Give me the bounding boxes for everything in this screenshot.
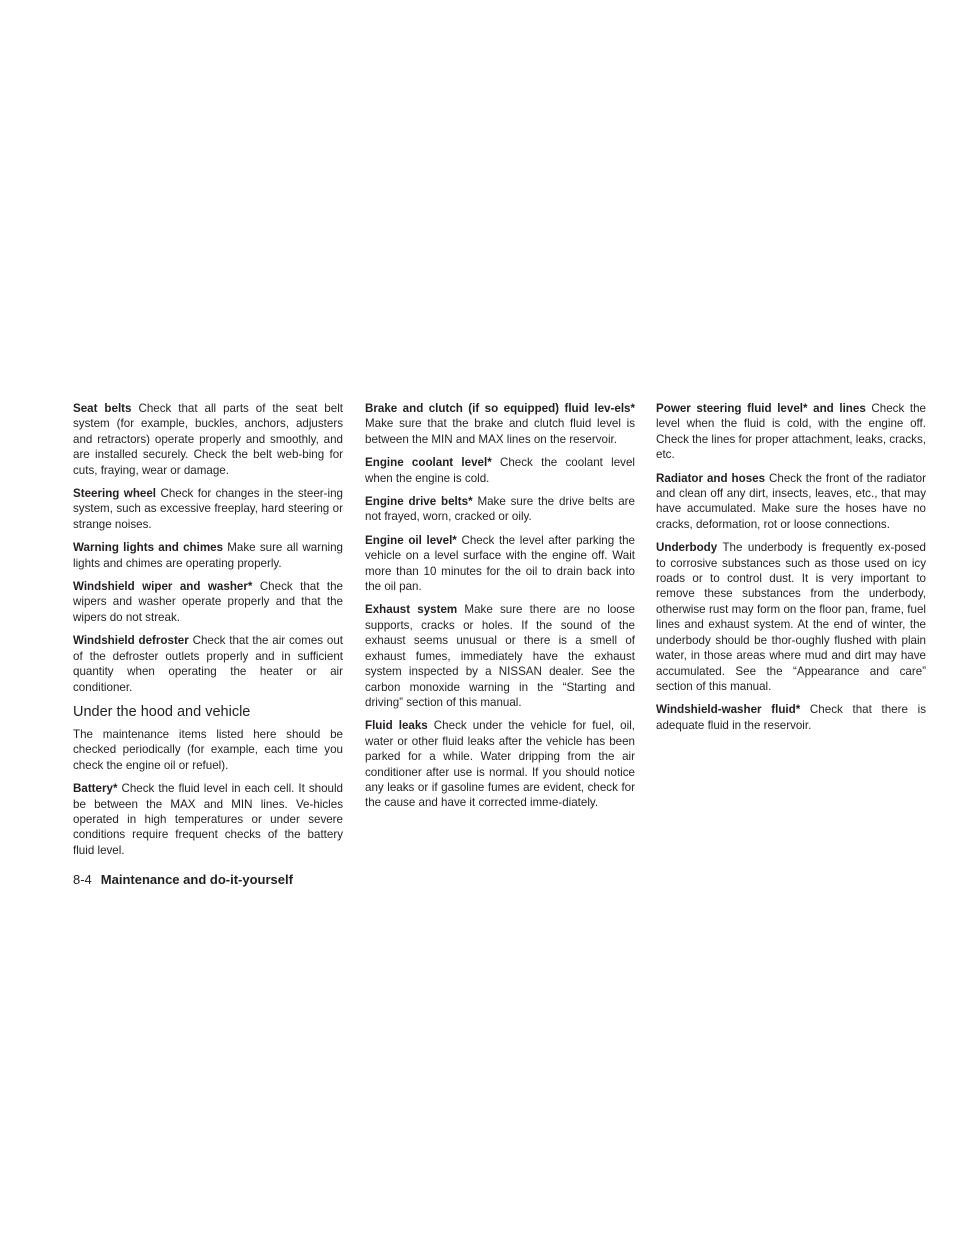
item-term: Brake and clutch (if so equipped) fluid lev-els* — [365, 402, 635, 415]
item-term: Warning lights and chimes — [73, 541, 224, 555]
item-term: Radiator and hoses — [656, 471, 766, 485]
item-seat-belts — [73, 401, 343, 478]
item-term: Steering wheel — [73, 487, 157, 501]
item-term: Fluid leaks — [365, 719, 428, 733]
item-windshield-washer-fluid — [656, 702, 926, 733]
section-intro: The maintenance items listed here should be checked periodically (for example, each time you check the engine oil or refuel). — [73, 727, 343, 772]
item-text: Check the fluid level in each cell. It should be between the MAX and MIN lines. Ve-hicles operated in high temperatures or under severe conditions require frequent checks of the battery fluid level. — [73, 782, 343, 857]
item-term: Windshield-washer fluid* — [656, 703, 801, 717]
item-term: Windshield wiper and washer* — [73, 580, 253, 594]
item-steering-wheel — [73, 486, 343, 532]
item-text: Check that the air comes out of the defroster outlets properly and in sufficient quantity when operating the heater or air conditioner. — [73, 634, 343, 694]
right-column — [656, 401, 926, 741]
item-text: Make sure the drive belts are not frayed, worn, cracked or oily. — [365, 495, 635, 524]
middle-column — [365, 401, 635, 819]
page-number: 8-4 — [73, 872, 92, 887]
page-footer — [73, 872, 293, 888]
item-text: Check under the vehicle for fuel, oil, water or other fluid leaks after the vehicle has been parked for a while. Water dripping from the air conditioner after use is normal. If you should notice any leaks or if gasoline fumes are evident, check for the cause and have it corrected imme-diately. — [365, 719, 636, 810]
item-text: Check the level when the fluid is cold, with the engine off. Check the lines for proper attachment, leaks, cracks, etc. — [656, 402, 927, 462]
item-battery — [73, 781, 343, 858]
item-underbody — [656, 540, 926, 694]
item-text: Check the front of the radiator and clean off any dirt, insects, leaves, etc., that may have accumulated. Make sure the hoses have no cracks, deformation, rot or loose connections. — [656, 471, 926, 531]
chapter-title: Maintenance and do-it-yourself — [100, 872, 293, 887]
item-term: Underbody — [656, 541, 718, 555]
item-warning-lights — [73, 540, 343, 571]
item-term: Exhaust system — [365, 603, 458, 617]
item-power-steering-fluid — [656, 401, 926, 463]
item-text: Check the level after parking the vehicle on a level surface with the engine off. Wait more than 10 minutes for the oil to drain back into the oil pan. — [365, 533, 635, 594]
item-text: Check that all parts of the seat belt system (for example, buckles, anchors, adjusters and retractors) operate properly and smoothly, and are installed securely. Check the belt web-bing for cuts, fraying, wear or damage. — [73, 402, 343, 477]
item-term: Engine oil level* — [365, 533, 457, 547]
item-fluid-leaks — [365, 718, 635, 810]
section-heading: Under the hood and vehicle — [73, 703, 251, 720]
item-engine-drive-belts — [365, 494, 635, 525]
item-text: Make sure that the brake and clutch fluid level is between the MIN and MAX lines on the reservoir. — [365, 417, 635, 446]
item-text: Check for changes in the steer-ing system, such as excessive freeplay, hard steering or strange noises. — [73, 487, 343, 531]
item-term: Seat belts — [73, 402, 132, 415]
item-engine-oil-level — [365, 533, 635, 595]
item-windshield-wiper — [73, 579, 343, 625]
item-term: Engine drive belts* — [365, 495, 473, 509]
item-radiator-hoses — [656, 471, 926, 533]
item-term: Battery* — [73, 782, 118, 796]
item-text: Check that the wipers and washer operate properly and that the wipers do not streak. — [73, 580, 343, 624]
item-text: Check that there is adequate fluid in the reservoir. — [656, 703, 926, 732]
item-term: Engine coolant level* — [365, 456, 492, 470]
item-windshield-defroster — [73, 633, 343, 695]
item-text: The underbody is frequently ex-posed to corrosive substances such as those used on icy roads or to control dust. It is very important to remove these substances from the underbody, otherwise rust may form on the floor pan, frame, fuel lines and exhaust system. At the end of winter, the underbody should be thor-oughly flushed with plain water, in those areas where mud and dirt may have accumulated. See the “Appearance and care” section of this manual. — [656, 541, 927, 693]
item-term: Windshield defroster — [73, 634, 189, 648]
item-text: Make sure all warning lights and chimes are operating properly. — [73, 541, 343, 570]
item-brake-clutch-fluid — [365, 401, 635, 447]
item-text: Make sure there are no loose supports, cracks or holes. If the sound of the exhaust seems unusual or there is a smell of exhaust fumes, immediately have the exhaust system inspected by a NISSAN dealer. See the carbon monoxide warning in the “Starting and driving” section of this manual. — [365, 603, 635, 709]
item-term: Power steering fluid level* and lines — [656, 402, 866, 415]
item-exhaust-system — [365, 602, 635, 710]
left-column — [73, 401, 343, 866]
item-text: Check the coolant level when the engine is cold. — [365, 456, 635, 485]
item-engine-coolant — [365, 455, 635, 486]
